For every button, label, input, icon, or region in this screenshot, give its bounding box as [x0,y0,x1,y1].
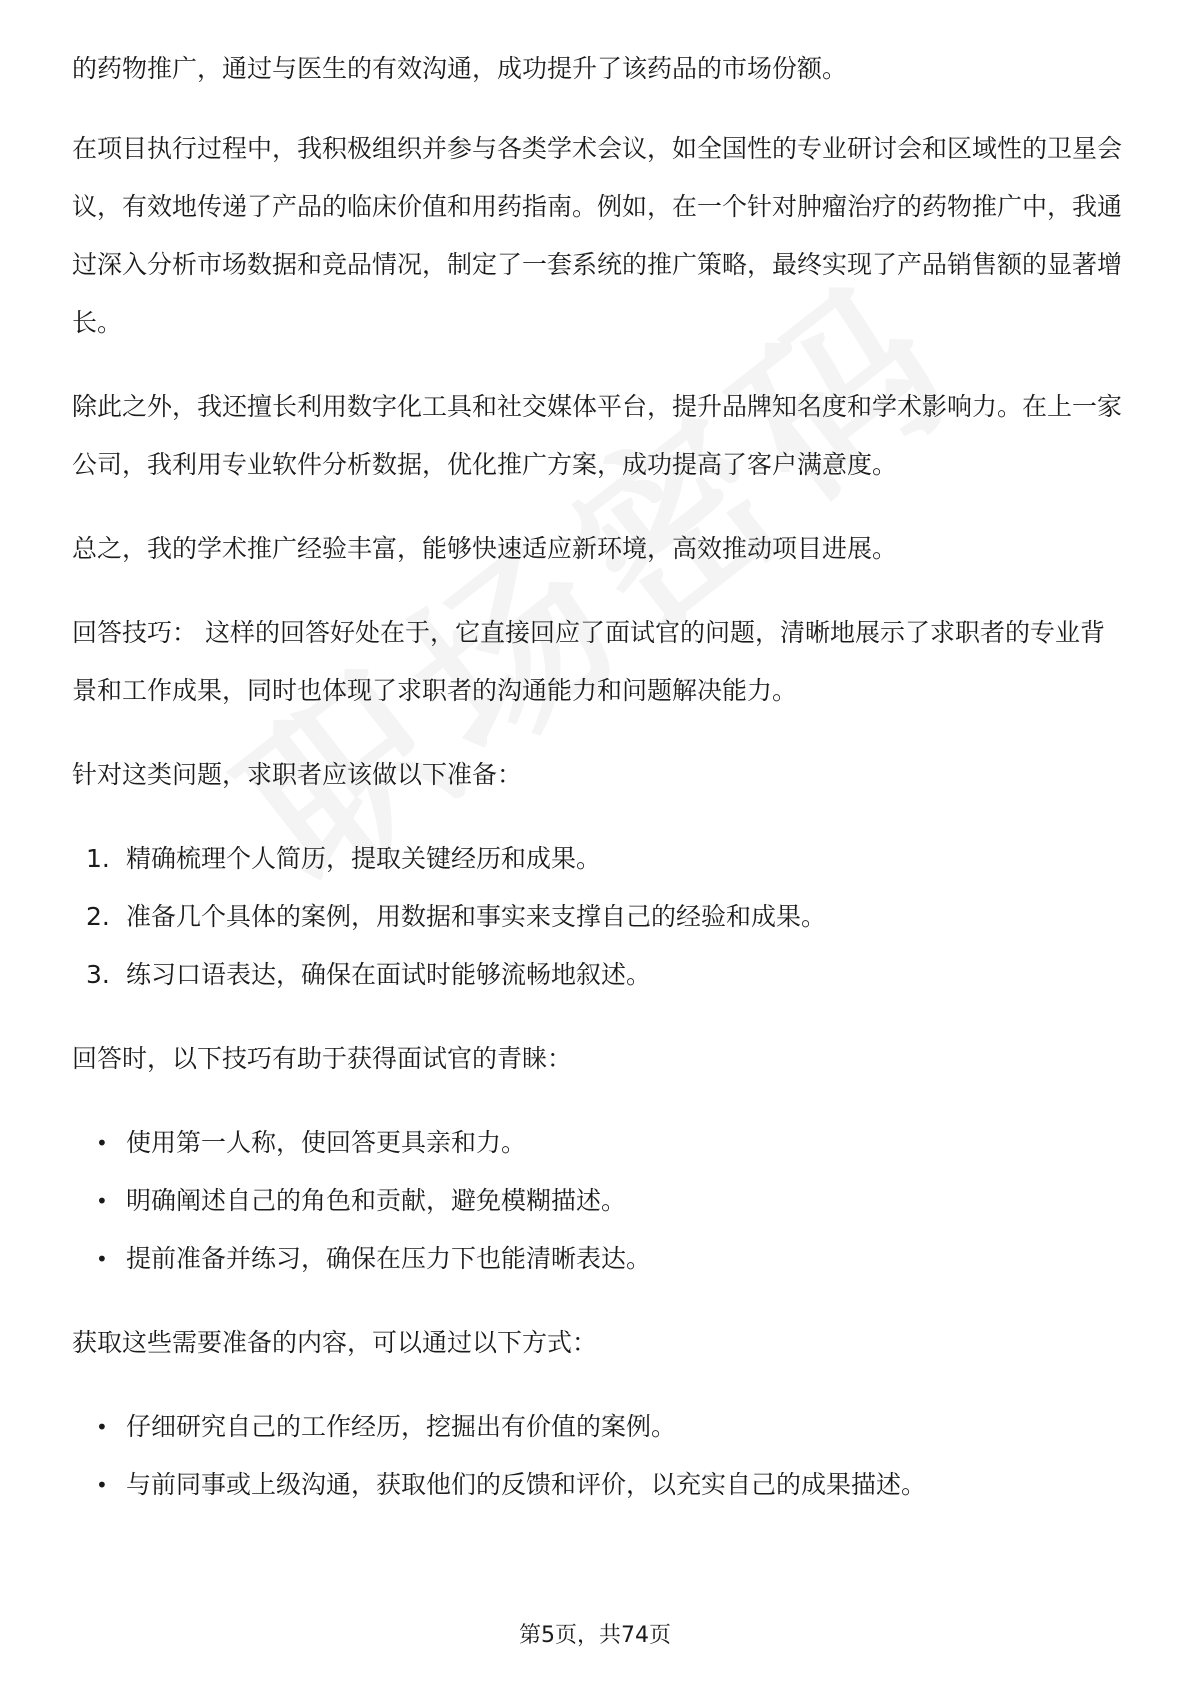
paragraph: 在项目执行过程中，我积极组织并参与各类学术会议，如全国性的专业研讨会和区域性的卫星会议，有效地传递了产品的临床价值和用药指南。例如，在一个针对肿瘤治疗的药物推广中，我通过深入分析市场数据和竞品情况，制定了一套系统的推广策略，最终实现了产品销售额的显著增长。 [72,134,1123,337]
list-item-text: 与前同事或上级沟通，获取他们的反馈和评价，以充实自己的成果描述。 [126,1470,927,1499]
paragraph: 总之，我的学术推广经验丰富，能够快速适应新环境，高效推动项目进展。 [72,534,898,563]
list-item-text: 使用第一人称，使回答更具亲和力。 [126,1128,527,1157]
list-item [72,1114,1122,1172]
paragraph: 除此之外，我还擅长利用数字化工具和社交媒体平台，提升品牌知名度和学术影响力。在上一家公司，我利用专业软件分析数据，优化推广方案，成功提高了客户满意度。 [72,392,1123,479]
list-marker: 2. [86,902,110,931]
page-number: 第5页，共74页 [519,1623,671,1648]
list-item [72,1398,1122,1456]
sources-list [72,1398,1122,1514]
list-marker: 1. [86,844,110,873]
list-item-text: 提前准备并练习，确保在压力下也能清晰表达。 [126,1244,652,1273]
paragraph: 的药物推广，通过与医生的有效沟通，成功提升了该药品的市场份额。 [72,54,848,83]
list-item [72,888,1122,946]
paragraph: 获取这些需要准备的内容，可以通过以下方式： [72,1328,598,1357]
paragraph: 回答时，以下技巧有助于获得面试官的青睐： [72,1044,573,1073]
bullet-icon: • [96,1131,108,1155]
list-item-text: 精确梳理个人简历，提取关键经历和成果。 [126,844,602,873]
bullet-icon: • [96,1473,108,1497]
list-item [72,1230,1122,1288]
bullet-icon: • [96,1247,108,1271]
list-item-text: 准备几个具体的案例，用数据和事实来支撑自己的经验和成果。 [126,902,827,931]
preparation-list [72,830,1122,1004]
list-marker: 3. [86,960,110,989]
document-body [72,40,1122,1540]
paragraph: 针对这类问题，求职者应该做以下准备： [72,760,523,789]
list-item [72,1456,1122,1514]
list-item-text: 仔细研究自己的工作经历，挖掘出有价值的案例。 [126,1412,677,1441]
tips-list [72,1114,1122,1288]
answer-tips-paragraph: 回答技巧： 这样的回答好处在于，它直接回应了面试官的问题，清晰地展示了求职者的专业背景和工作成果，同时也体现了求职者的沟通能力和问题解决能力。 [72,618,1105,705]
list-item [72,1172,1122,1230]
list-item [72,946,1122,1004]
list-item [72,830,1122,888]
list-item-text: 明确阐述自己的角色和贡献，避免模糊描述。 [126,1186,627,1215]
list-item-text: 练习口语表达，确保在面试时能够流畅地叙述。 [126,960,652,989]
bullet-icon: • [96,1189,108,1213]
bullet-icon: • [96,1415,108,1439]
